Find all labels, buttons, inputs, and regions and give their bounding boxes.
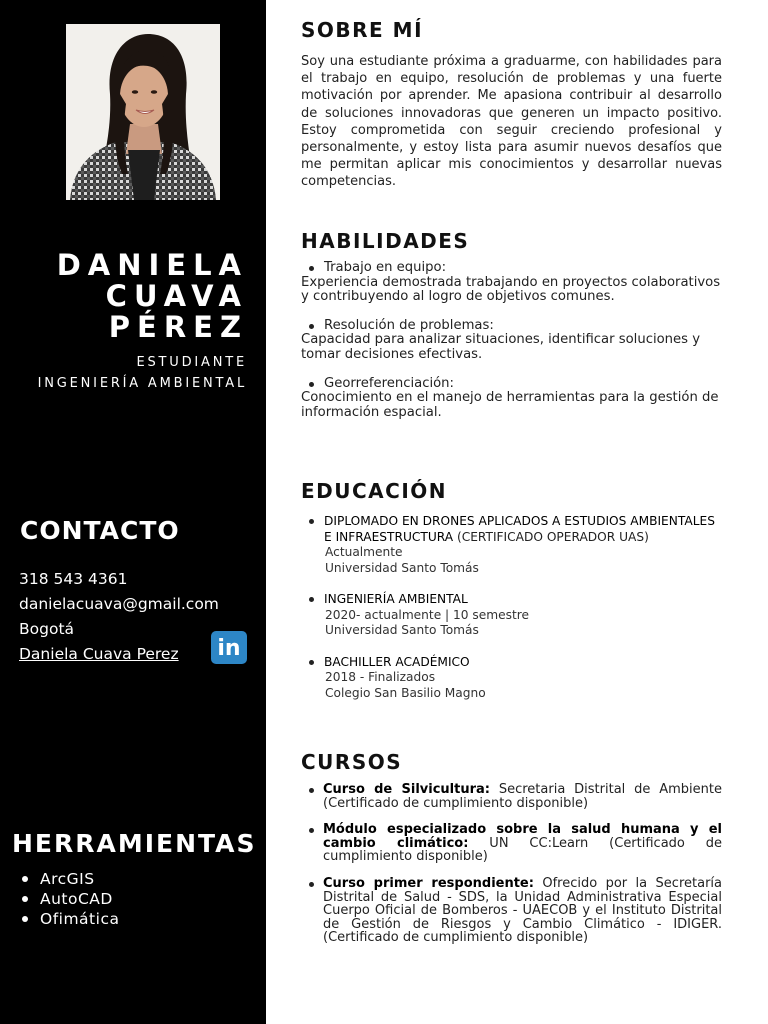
- education-detail: Actualmente: [325, 545, 403, 559]
- education-title-line: [324, 592, 722, 608]
- skill-desc: Experiencia demostrada trabajando en proyectos colaborativos y contribuyendo al logro de objetivos comunes.: [301, 274, 721, 305]
- education-title: INGENIERÍA AMBIENTAL: [324, 592, 468, 606]
- linkedin-icon[interactable]: in: [211, 631, 247, 664]
- course-desc: Ofrecido por la Secretaría Distrital de Salud - SDS, la Unidad Administrativa Especial Cuerpo Oficial de Bomberos - UAECOB y el Instituto Distrital de Gestión de Riesgos y Cambio Climático - IDIGER.(Certificado de cumplimiento disponible): [323, 875, 722, 946]
- person-name: [57, 250, 248, 343]
- skill-item: [301, 319, 722, 363]
- role-title: [38, 352, 247, 394]
- contact-city: Bogotá: [19, 620, 75, 638]
- tool-item: ArcGIS: [22, 869, 119, 889]
- skill-item: [301, 377, 722, 421]
- role-line-1: ESTUDIANTE: [136, 355, 247, 370]
- education-detail: 2020- actualmente | 10 semestre: [325, 607, 530, 622]
- course-desc: UN CC:Learn (Certificado de cumplimiento disponible): [323, 835, 722, 865]
- courses-heading: CURSOS: [301, 750, 403, 774]
- education-item: [301, 514, 722, 576]
- name-line-2: CUAVA: [105, 279, 248, 313]
- education-title-line: [324, 655, 722, 671]
- education-institution: Colegio San Basilio Magno: [325, 685, 486, 700]
- course-item: [301, 783, 722, 810]
- skill-title: Resolución de problemas:: [301, 319, 722, 334]
- education-title: BACHILLER ACADÉMICO: [324, 654, 470, 669]
- course-item: [301, 823, 722, 864]
- education-extra: (CERTIFICADO OPERADOR UAS): [453, 529, 649, 544]
- profile-photo: [66, 24, 220, 200]
- sidebar: [0, 0, 266, 1024]
- skills-list: [301, 261, 722, 434]
- skill-desc: Capacidad para analizar situaciones, identificar soluciones y tomar decisiones efectivas.: [301, 332, 701, 362]
- tools-heading: HERRAMIENTAS: [12, 829, 257, 858]
- contact-phone: 318 543 4361: [19, 570, 128, 588]
- course-desc: Secretaria Distrital de Ambiente (Certificado de cumplimiento disponible): [323, 782, 722, 811]
- contact-heading: CONTACTO: [20, 516, 180, 545]
- contact-list: [19, 567, 219, 667]
- course-title: Curso primer respondiente:: [323, 875, 534, 891]
- profile-photo-illustration: [66, 24, 220, 200]
- education-title: DIPLOMADO EN DRONES APLICADOS A ESTUDIOS AMBIENTALES E INFRAESTRUCTURA: [324, 514, 715, 544]
- course-title: Curso de Silvicultura:: [323, 782, 490, 797]
- name-line-3: PÉREZ: [108, 310, 248, 344]
- skill-desc: Conocimiento en el manejo de herramientas para la gestión de información espacial.: [301, 390, 719, 420]
- skill-title: Trabajo en equipo:: [301, 261, 722, 276]
- contact-email[interactable]: danielacuava@gmail.com: [19, 595, 219, 613]
- linkedin-link[interactable]: Daniela Cuava Perez: [19, 645, 179, 663]
- about-text: Soy una estudiante próxima a graduarme, con habilidades para el trabajo en equipo, resolución de problemas y una fuerte motivación por aprender. Me apasiona contribuir al desarrollo de soluciones innovadoras que generen un impacto positivo. Estoy comprometida con seguir creciendo profesional y personalmente, y estoy lista para asumir nuevos desafíos que me permitan aplicar mis conocimientos y desarrollar nuevas competencias.: [301, 54, 722, 190]
- name-line-1: DANIELA: [56, 248, 248, 282]
- course-item: [301, 877, 722, 945]
- education-institution: Universidad Santo Tomás: [325, 560, 479, 575]
- role-line-2: INGENIERÍA AMBIENTAL: [37, 376, 247, 391]
- education-item: [301, 592, 722, 639]
- course-title: Módulo especializado sobre la salud humana y el cambio climático:: [323, 822, 722, 851]
- about-heading: SOBRE MÍ: [301, 18, 424, 42]
- education-item: [301, 655, 722, 702]
- tool-item: Ofimática: [22, 909, 119, 929]
- courses-list: [301, 783, 722, 958]
- skills-heading: HABILIDADES: [301, 229, 470, 253]
- skill-item: [301, 261, 722, 305]
- education-title-line: [324, 514, 722, 545]
- tools-list: [22, 869, 119, 929]
- education-heading: EDUCACIÓN: [301, 479, 448, 503]
- skill-title: Georreferenciación:: [301, 377, 722, 392]
- education-institution: Universidad Santo Tomás: [325, 623, 479, 637]
- tool-item: AutoCAD: [22, 889, 119, 909]
- education-list: [301, 514, 722, 717]
- education-detail: 2018 - Finalizados: [325, 670, 436, 684]
